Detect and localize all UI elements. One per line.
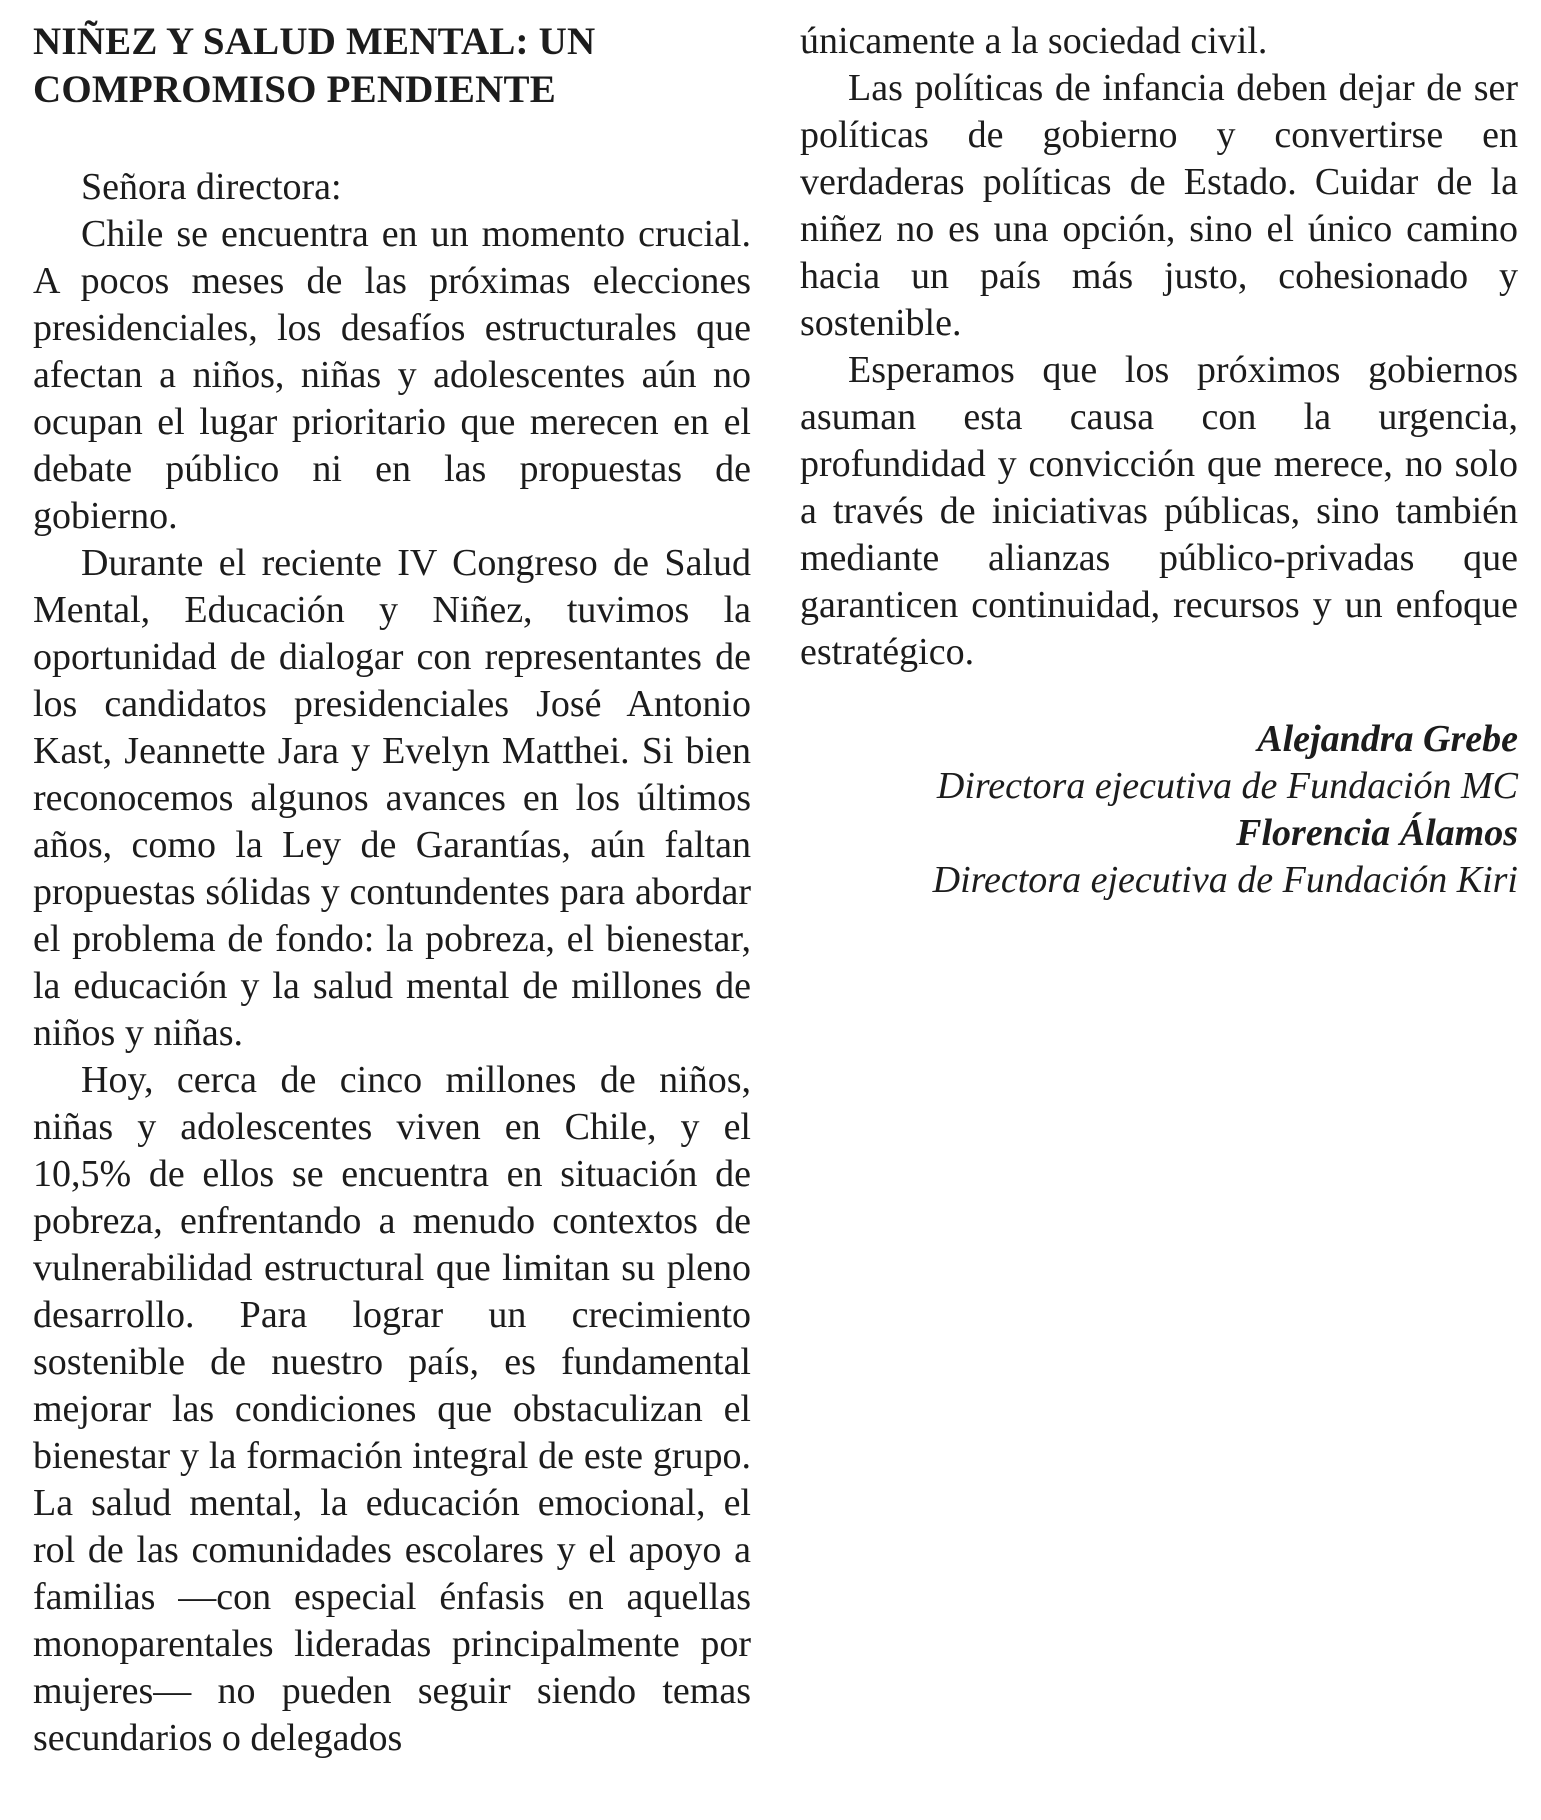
signature-name-1: Alejandra Grebe — [1257, 718, 1518, 760]
signature-role-1: Directora ejecutiva de Fundación MC — [936, 765, 1518, 807]
paragraph-2: Durante el reciente IV Congreso de Salud Mental, Educación y Niñez, tuvimos la oportunidad de dialogar con representantes de los candidatos presidenciales José Antonio Kast, Jeannette Jara y Evelyn Matthei. Si bien reconocemos algunos avances en los últimos años, como la Ley de Garantías, aún faltan propuestas sólidas y contundentes para abordar el problema de fondo: la pobreza, el bienestar, la educación y la salud mental de millones de niños y niñas. — [33, 542, 751, 1054]
paragraph-1: Chile se encuentra en un momento crucial. A pocos meses de las próximas elecciones presidenciales, los desafíos estructurales que afectan a niños, niñas y adolescentes aún no ocupan el lugar prioritario que merecen en el debate público ni en las propuestas de gobierno. — [33, 213, 751, 537]
signature-role-2: Directora ejecutiva de Fundación Kiri — [932, 859, 1518, 901]
signature-name-2: Florencia Álamos — [1236, 812, 1518, 854]
salutation: Señora directora: — [81, 166, 342, 208]
paragraph-4: Las políticas de infancia deben dejar de ser políticas de gobierno y convertirse en verdaderas políticas de Estado. Cuidar de la niñez no es una opción, sino el único camino hacia un país más justo, cohesionado y sostenible. — [800, 67, 1518, 344]
signature-block — [800, 716, 1518, 904]
paragraph-3: Hoy, cerca de cinco millones de niños, niñas y adolescentes viven en Chile, y el 10,5% de ellos se encuentra en situación de pobreza, enfrentando a menudo contextos de vulnerabilidad estructural que limitan su pleno desarrollo. Para lograr un crecimiento sostenible de nuestro país, es fundamental mejorar las condiciones que obstaculizan el bienestar y la formación integral de este grupo. La salud mental, la educación emocional, el rol de las comunidades escolares y el apoyo a familias —con especial énfasis en aquellas monoparentales lideradas principalmente por mujeres— no pueden seguir siendo temas secundarios o delegados — [33, 1059, 751, 1759]
paragraph-5: Esperamos que los próximos gobiernos asuman esta causa con la urgencia, profundidad y convicción que merece, no solo a través de iniciativas públicas, sino también mediante alianzas público-privadas que garanticen continuidad, recursos y un enfoque estratégico. — [800, 349, 1518, 673]
left-column — [33, 18, 751, 1762]
article-title: NIÑEZ Y SALUD MENTAL: UN COMPROMISO PENDIENTE — [33, 20, 596, 111]
right-column — [800, 18, 1518, 904]
paragraph-3-continuation: únicamente a la sociedad civil. — [800, 20, 1268, 62]
